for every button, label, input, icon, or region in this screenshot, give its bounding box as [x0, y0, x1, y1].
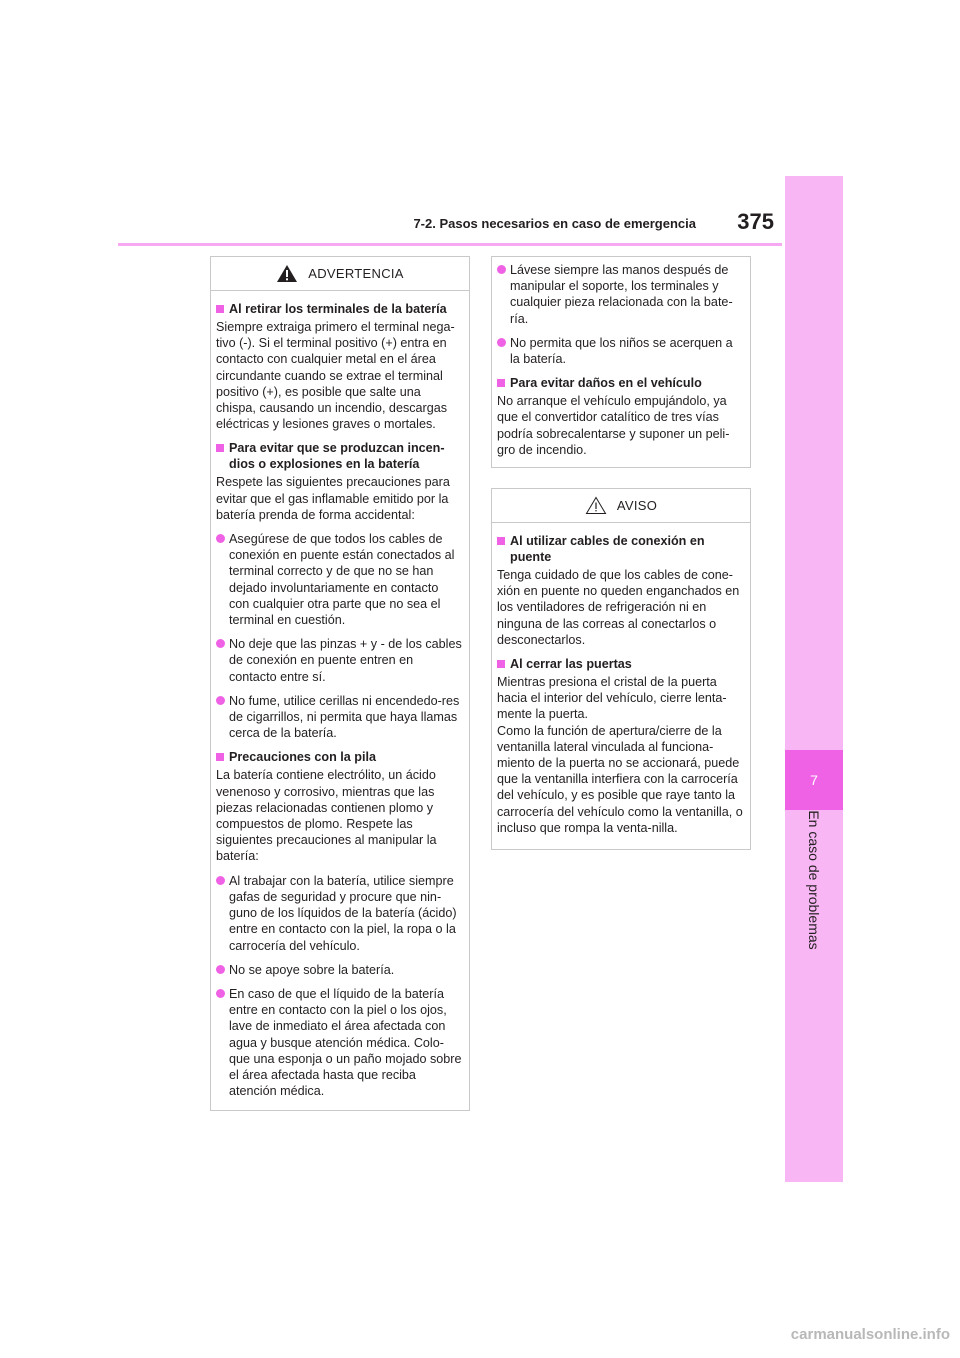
bullet-item: No fume, utilice cerillas ni encendedo-res de cigarrillos, ni permita que haya llamas cerca de la batería. — [216, 693, 462, 742]
section-text: Mientras presiona el cristal de la puerta hacia el interior del vehículo, cierre lenta-mente la puerta. — [497, 675, 727, 722]
section-heading: Precauciones con la pila — [216, 749, 462, 765]
bullet-item: Al trabajar con la batería, utilice siempre gafas de seguridad y procure que nin-guno de los líquidos de la batería (ácido) entre en contacto con la piel, la ropa o la carrocería del vehículo. — [216, 873, 462, 954]
section-text: Como la función de apertura/cierre de la ventanilla lateral vinculada al funciona-miento de la puerta no se accionará, puede que la ventanilla interfiera con la carrocería del vehículo, y es posible que raye tanto la carrocería del vehículo como la ventanilla, o incluso que rompa la venta-nilla. — [497, 723, 743, 835]
bullet-item: Asegúrese de que todos los cables de conexión en puente están conectados al terminal correcto y de que no se han dejado involuntariamente en contacto con cualquier otra parte que no sea el terminal en cuestión. — [216, 531, 462, 628]
warning-continuation-box — [491, 256, 751, 468]
notice-box — [491, 488, 751, 850]
bullet-item: No deje que las pinzas + y - de los cables de conexión en puente entren en contacto entre sí. — [216, 636, 462, 685]
bullet-item: En caso de que el líquido de la batería entre en contacto con la piel o los ojos, lave de inmediato el área afectada con agua y busque atención médica. Colo-que una esponja o un paño mojado sobre el área afectada hasta que reciba atención médica. — [216, 986, 462, 1099]
section-heading: Al retirar los terminales de la batería — [216, 301, 462, 317]
bullet-item: Lávese siempre las manos después de manipular el soporte, los terminales y cualquier pieza relacionada con la bate-ría. — [497, 262, 743, 327]
chapter-side-tab — [785, 176, 843, 1182]
section-text: Respete las siguientes precauciones para evitar que el gas inflamable emitido por la batería prenda de forma accidental: — [216, 475, 450, 522]
running-header: 7-2. Pasos necesarios en caso de emergencia — [413, 216, 696, 231]
page-number: 375 — [737, 209, 774, 234]
section-text: La batería contiene electrólito, un ácido venenoso y corrosivo, mientras que las piezas relacionadas contienen plomo y compuestos de plomo. Respete las siguientes precauciones al manipular la batería: — [216, 768, 437, 864]
notice-box-header — [492, 489, 750, 523]
section-heading: Al cerrar las puertas — [497, 656, 743, 672]
notice-title: AVISO — [616, 498, 658, 513]
chapter-label: En caso de problemas — [806, 810, 822, 950]
section-heading: Para evitar daños en el vehículo — [497, 375, 743, 391]
section-heading: Al utilizar cables de conexión en puente — [497, 533, 743, 565]
section-text: No arranque el vehículo empujándolo, ya que el convertidor catalítico de tres vías podría sobrecalentarse y suponer un peli-gro de incendio. — [497, 394, 730, 457]
warning-triangle-icon — [276, 264, 298, 283]
section-text: Siempre extraiga primero el terminal nega-tivo (-). Si el terminal positivo (+) entra en contacto con cualquier metal en el área circundante cuando se extrae el terminal positivo (+), es posible que salte una chispa, causando un incendio, descargas eléctricas y lesiones graves o mortales. — [216, 320, 455, 432]
footer-watermark: carmanualsonline.info — [790, 1326, 950, 1343]
section-heading: Para evitar que se produzcan incen-dios o explosiones en la batería — [216, 440, 462, 472]
notice-triangle-icon — [585, 496, 607, 515]
warning-box-header — [211, 257, 469, 291]
bullet-item: No permita que los niños se acerquen a la batería. — [497, 335, 743, 367]
header-rule — [118, 243, 782, 246]
section-text: Tenga cuidado de que los cables de cone-xión en puente no queden enganchados en los ventiladores de refrigeración ni en ninguna de las correas al conectarlos o desconectarlos. — [497, 568, 740, 647]
bullet-item: No se apoye sobre la batería. — [216, 962, 462, 978]
chapter-number: 7 — [785, 750, 843, 810]
warning-box — [210, 256, 470, 1111]
warning-title: ADVERTENCIA — [308, 266, 404, 281]
